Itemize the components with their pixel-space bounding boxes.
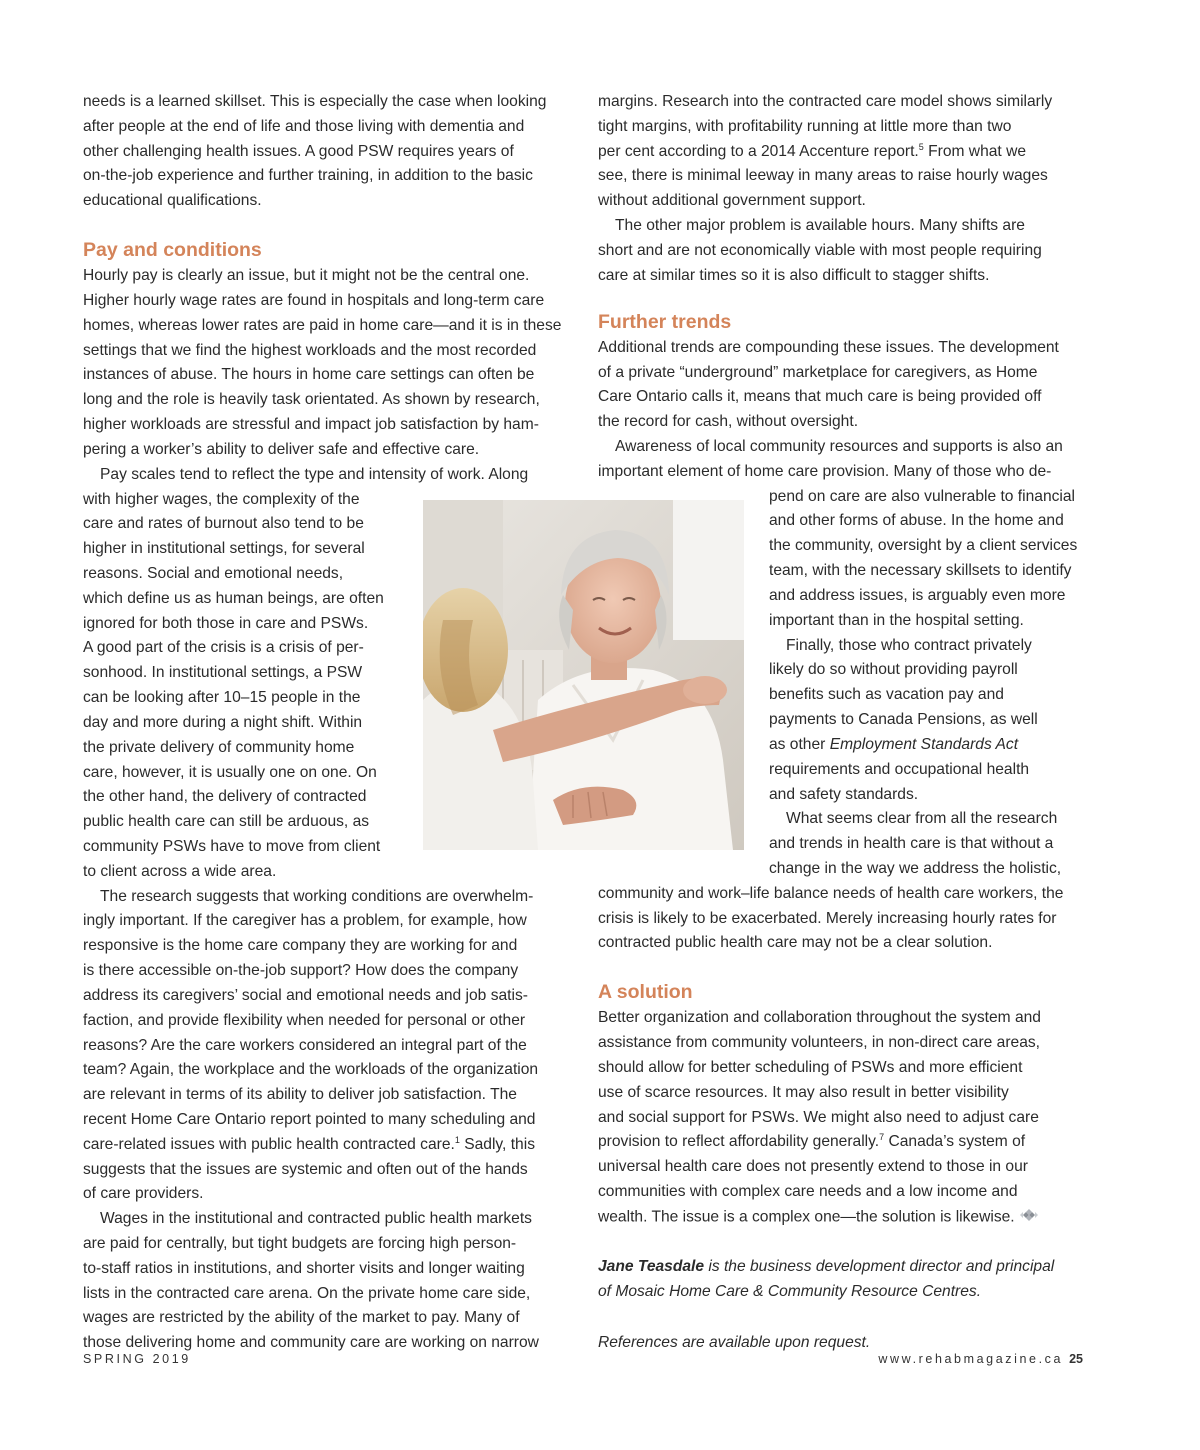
text-line: Additional trends are compounding these issues. The development [598, 339, 1059, 356]
text-line: contracted public health care may not be a clear solution. [598, 934, 993, 951]
text-line: of Mosaic Home Care & Community Resource Centres. [598, 1283, 982, 1300]
text-line: day and more during a night shift. Within [83, 714, 363, 731]
text-line: community and work–life balance needs of health care workers, the [598, 885, 1064, 902]
footer-website: www.rehabmagazine.ca [878, 1352, 1064, 1366]
text-line: change in the way we address the holistic, [769, 860, 1062, 877]
text-line: lists in the contracted care arena. On the private home care side, [83, 1285, 531, 1302]
caregiver-photo [423, 500, 744, 850]
footer-season: SPRING 2019 [83, 1352, 191, 1366]
text-line: faction, and provide flexibility when needed for personal or other [83, 1012, 526, 1029]
references-note: References are available upon request. [598, 1334, 871, 1351]
text-line: likely do so without providing payroll [769, 661, 1018, 678]
text-line: Higher hourly wage rates are found in hospitals and long-term care [83, 292, 545, 309]
text-line: instances of abuse. The hours in home care settings can often be [83, 366, 535, 383]
text-line: on-the-job experience and further training, in addition to the basic [83, 167, 533, 184]
text-line: of care providers. [83, 1185, 204, 1202]
text-line: the community, oversight by a client services [769, 537, 1078, 554]
text-line: and safety standards. [769, 786, 919, 803]
text-line: tight margins, with profitability running at little more than two [598, 118, 1012, 135]
text-line: other challenging health issues. A good PSW requires years of [83, 143, 514, 160]
text-line: The research suggests that working conditions are overwhelm- [100, 888, 534, 905]
text-line: to-staff ratios in institutions, and shorter visits and longer waiting [83, 1260, 525, 1277]
text-line: are relevant in terms of its ability to deliver job satisfaction. The [83, 1086, 517, 1103]
text-line: those delivering home and community care are working on narrow [83, 1334, 539, 1351]
text-fragment: as other [769, 736, 830, 753]
text-line: recent Home Care Ontario report pointed to many scheduling and [83, 1111, 536, 1128]
text-line: assistance from community volunteers, in non-direct care areas, [598, 1034, 1041, 1051]
text-line: with higher wages, the complexity of the [83, 491, 360, 508]
text-line: important element of home care provision. Many of those who de- [598, 463, 1052, 480]
text-line-with-italic [769, 733, 1018, 758]
text-line: which define us as human beings, are often [83, 590, 384, 607]
text-line: is there accessible on-the-job support? How does the company [83, 962, 519, 979]
text-line: the other hand, the delivery of contracted [83, 788, 367, 805]
text-line: Pay scales tend to reflect the type and intensity of work. Along [100, 466, 529, 483]
text-line: pend on care are also vulnerable to financial [769, 488, 1076, 505]
text-line: and trends in health care is that without a [769, 835, 1054, 852]
text-line: long and the role is heavily task orientated. As shown by research, [83, 391, 540, 408]
text-line [598, 1255, 1054, 1280]
text-fragment: is the business development director and principal [704, 1258, 1055, 1275]
text-fragment: Sadly, this [459, 1136, 535, 1153]
text-line: benefits such as vacation pay and [769, 686, 1004, 703]
text-line: of a private “underground” marketplace for caregivers, as Home [598, 364, 1038, 381]
text-line: ingly important. If the caregiver has a problem, for example, how [83, 912, 527, 929]
text-line: public health care can still be arduous, as [83, 813, 370, 830]
footnote-ref: 7 [879, 1131, 885, 1142]
text-fragment: provision to reflect affordability generally. [598, 1133, 880, 1150]
text-line: Better organization and collaboration throughout the system and [598, 1009, 1041, 1026]
text-line: A good part of the crisis is a crisis of per- [83, 639, 364, 656]
text-line: and other forms of abuse. In the home and [769, 512, 1064, 529]
footnote-ref: 5 [918, 141, 924, 152]
text-line: communities with complex care needs and a low income and [598, 1183, 1018, 1200]
text-fragment: From what we [923, 143, 1027, 160]
text-line-with-footnote [598, 1130, 1025, 1155]
text-line: the private delivery of community home [83, 739, 355, 756]
text-line: without additional government support. [598, 192, 866, 209]
footnote-ref: 1 [454, 1134, 460, 1145]
mosaic-diamond-icon [1019, 1205, 1039, 1230]
text-line: to client across a wide area. [83, 863, 277, 880]
text-line: see, there is minimal leeway in many areas to raise hourly wages [598, 167, 1048, 184]
text-line: and address issues, is arguably even more [769, 587, 1066, 604]
text-line: sonhood. In institutional settings, a PSW [83, 664, 363, 681]
text-line: reasons. Social and emotional needs, [83, 565, 344, 582]
text-line: pering a worker’s ability to deliver safe and effective care. [83, 441, 480, 458]
section-heading-pay: Pay and conditions [83, 239, 262, 261]
text-line: care at similar times so it is also difficult to stagger shifts. [598, 267, 990, 284]
text-line: educational qualifications. [83, 192, 262, 209]
page-number: 25 [1069, 1352, 1083, 1366]
text-line: universal health care does not presently extend to those in our [598, 1158, 1028, 1175]
text-line: can be looking after 10–15 people in the [83, 689, 361, 706]
text-line: settings that we find the highest workloads and the most recorded [83, 342, 537, 359]
text-line: short and are not economically viable with most people requiring [598, 242, 1042, 259]
text-fragment: Canada’s system of [884, 1133, 1026, 1150]
text-line-with-footnote [598, 140, 1026, 165]
section-heading-trends: Further trends [598, 311, 732, 333]
text-line: suggests that the issues are systemic and often out of the hands [83, 1161, 528, 1178]
text-line: Care Ontario calls it, means that much care is being provided off [598, 388, 1042, 405]
text-line: and social support for PSWs. We might also need to adjust care [598, 1109, 1039, 1126]
author-name: Jane Teasdale [598, 1258, 705, 1275]
text-line: needs is a learned skillset. This is especially the case when looking [83, 93, 547, 110]
text-line: requirements and occupational health [769, 761, 1030, 778]
text-line: ignored for both those in care and PSWs. [83, 615, 369, 632]
text-line: address its caregivers’ social and emotional needs and job satis- [83, 987, 528, 1004]
text-line: The other major problem is available hours. Many shifts are [615, 217, 1025, 234]
text-fragment: wealth. The issue is a complex one—the solution is likewise. [598, 1208, 1015, 1226]
text-line: higher workloads are stressful and impact job satisfaction by ham- [83, 416, 539, 433]
text-line: What seems clear from all the research [786, 810, 1058, 827]
text-line: payments to Canada Pensions, as well [769, 711, 1038, 728]
text-line: the record for cash, without oversight. [598, 413, 859, 430]
text-line-with-end-mark [598, 1205, 1039, 1230]
text-line: reasons? Are the care workers considered an integral part of the [83, 1037, 527, 1054]
text-fragment: per cent according to a 2014 Accenture report. [598, 143, 919, 160]
text-line: team, with the necessary skillsets to identify [769, 562, 1072, 579]
text-line: higher in institutional settings, for several [83, 540, 365, 557]
text-line: responsive is the home care company they are working for and [83, 937, 518, 954]
text-line: should allow for better scheduling of PSWs and more efficient [598, 1059, 1023, 1076]
text-line: homes, whereas lower rates are paid in home care—and it is in these [83, 317, 562, 334]
text-line: wages are restricted by the ability of the market to pay. Many of [83, 1309, 520, 1326]
section-heading-solution: A solution [598, 981, 693, 1003]
text-line: team? Again, the workplace and the workloads of the organization [83, 1061, 539, 1078]
text-line: use of scarce resources. It may also result in better visibility [598, 1084, 1009, 1101]
text-line: care and rates of burnout also tend to be [83, 515, 364, 532]
text-line: Finally, those who contract privately [786, 637, 1032, 654]
act-title: Employment Standards Act [829, 736, 1019, 753]
text-line: margins. Research into the contracted care model shows similarly [598, 93, 1053, 110]
text-line: Hourly pay is clearly an issue, but it might not be the central one. [83, 267, 530, 284]
text-line: after people at the end of life and those living with dementia and [83, 118, 525, 135]
text-line: community PSWs have to move from client [83, 838, 381, 855]
footer-right [878, 1352, 1083, 1366]
text-line: Awareness of local community resources and supports is also an [615, 438, 1063, 455]
text-line-with-footnote [83, 1133, 535, 1158]
text-fragment: care-related issues with public health contracted care. [83, 1136, 455, 1153]
text-line: care, however, it is usually one on one. On [83, 764, 377, 781]
text-line: Wages in the institutional and contracted public health markets [100, 1210, 532, 1227]
text-line: are paid for centrally, but tight budgets are forcing high person- [83, 1235, 517, 1252]
text-line: crisis is likely to be exacerbated. Merely increasing hourly rates for [598, 910, 1057, 927]
text-line: important than in the hospital setting. [769, 612, 1024, 629]
